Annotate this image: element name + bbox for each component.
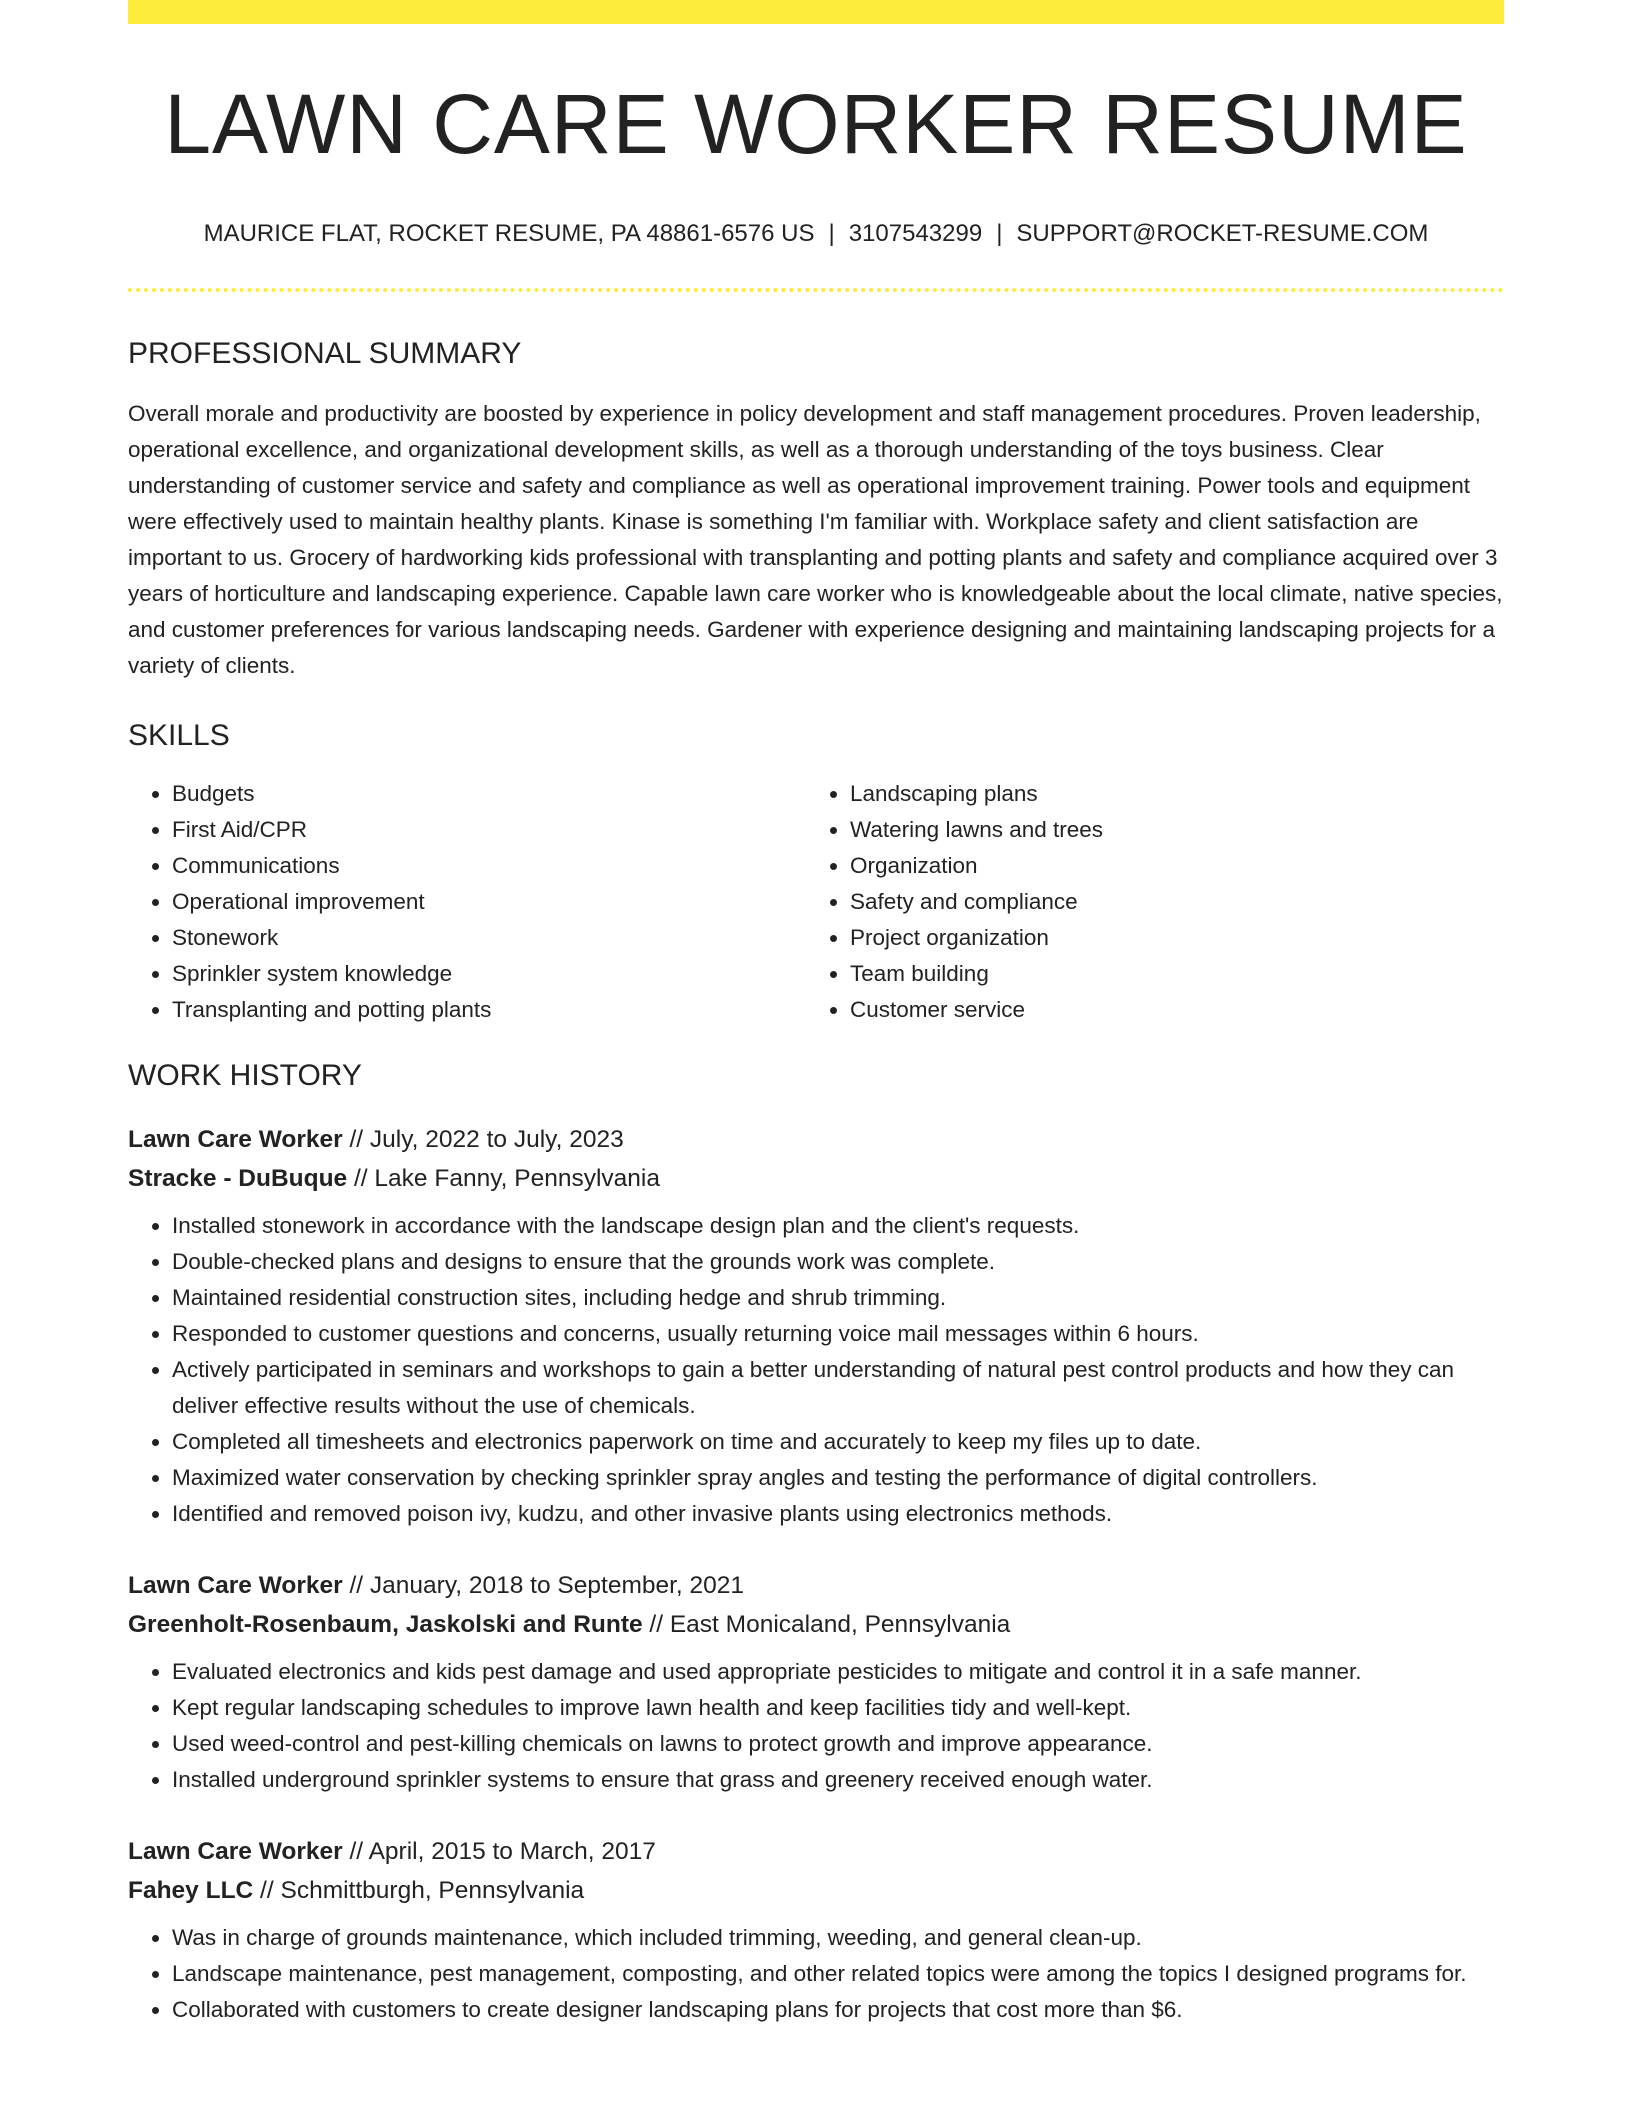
job-title: Lawn Care Worker [128,1125,343,1153]
duty-item: • Maximized water conservation by checking sprinkler spray angles and testing the performance of digital controllers. [172,1460,1504,1496]
job-title: Lawn Care Worker [128,1571,343,1599]
skills-list [128,776,1504,1028]
job-entry [128,1566,1504,1798]
work-history-heading: WORK HISTORY [128,1058,362,1092]
contact-phone: 3107543299 [848,220,983,248]
job-company: Greenholt-Rosenbaum, Jaskolski and Runte [128,1610,643,1638]
duty-item: • Completed all timesheets and electronics paperwork on time and accurately to keep my files up to date. [172,1424,1504,1460]
skill-item: • Communications [172,848,806,884]
contact-email: SUPPORT@ROCKET-RESUME.COM [1016,220,1429,248]
contact-separator: | [996,220,1003,248]
duty-item: • Used weed-control and pest-killing chemicals on lawns to protect growth and improve appearance. [172,1726,1504,1762]
skill-item: • Customer service [850,992,1504,1028]
summary-text: Overall morale and productivity are boosted by experience in policy development and staff management procedures. Proven leadership, operational excellence, and organizational development skills, as well as a thorough understanding of the toys business. Clear understanding of customer service and safety and compliance as well as operational improvement training. Power tools and equipment were effectively used to maintain healthy plants. Kinase is something I'm familiar with. Workplace safety and client satisfaction are important to us. Grocery of hardworking kids professional with transplanting and potting plants and safety and compliance acquired over 3 years of horticulture and landscaping experience. Capable lawn care worker who is knowledgeable about the local climate, native species, and customer preferences for various landscaping needs. Gardener with experience designing and maintaining landscaping projects for a variety of clients. [128,400,1503,678]
duty-item: • Evaluated electronics and kids pest damage and used appropriate pesticides to mitigate and control it in a safe manner. [172,1654,1504,1690]
job-company: Fahey LLC [128,1876,254,1904]
skill-item: • First Aid/CPR [172,812,806,848]
job-company: Stracke - DuBuque [128,1164,348,1192]
skills-heading: SKILLS [128,718,230,752]
summary-heading: PROFESSIONAL SUMMARY [128,336,522,370]
skill-item: • Sprinkler system knowledge [172,956,806,992]
job-duties [128,1654,1504,1798]
duty-item: • Installed stonework in accordance with the landscape design plan and the client's requests. [172,1208,1504,1244]
skills-column-right [806,776,1504,1028]
duty-item: • Responded to customer questions and concerns, usually returning voice mail messages within 6 hours. [172,1316,1504,1352]
job-company-line [128,1605,1504,1644]
duty-item: • Installed underground sprinkler systems to ensure that grass and greenery received enough water. [172,1762,1504,1798]
skill-item: • Budgets [172,776,806,812]
job-duties [128,1920,1504,2028]
contact-line [128,218,1504,249]
duty-item: • Identified and removed poison ivy, kudzu, and other invasive plants using electronics methods. [172,1496,1504,1532]
duty-item: • Kept regular landscaping schedules to improve lawn health and keep facilities tidy and well-kept. [172,1690,1504,1726]
job-company-line [128,1871,1504,1910]
skill-item: • Operational improvement [172,884,806,920]
job-location: // Lake Fanny, Pennsylvania [347,1164,660,1192]
skill-item: • Safety and compliance [850,884,1504,920]
duty-item: • Double-checked plans and designs to ensure that the grounds work was complete. [172,1244,1504,1280]
job-entry [128,1120,1504,1532]
contact-separator: | [828,220,835,248]
skill-item: • Team building [850,956,1504,992]
duty-item: • Actively participated in seminars and workshops to gain a better understanding of natural pest control products and how they can deliver effective results without the use of chemicals. [172,1352,1504,1424]
accent-top-bar [128,0,1504,24]
job-dates: // July, 2022 to July, 2023 [342,1125,624,1153]
dotted-divider [128,288,1504,292]
job-title-line [128,1120,1504,1159]
resume-page [128,0,1504,2028]
skills-column-left [128,776,806,1028]
job-entry [128,1832,1504,2028]
resume-title: LAWN CARE WORKER RESUME [164,77,1468,171]
job-duties [128,1208,1504,1532]
job-title-line [128,1566,1504,1605]
job-company-line [128,1159,1504,1198]
skill-item: • Landscaping plans [850,776,1504,812]
skill-item: • Stonework [172,920,806,956]
job-location: // East Monicaland, Pennsylvania [642,1610,1011,1638]
skill-item: • Organization [850,848,1504,884]
duty-item: • Maintained residential construction sites, including hedge and shrub trimming. [172,1280,1504,1316]
job-title-line [128,1832,1504,1871]
duty-item: • Was in charge of grounds maintenance, which included trimming, weeding, and general clean-up. [172,1920,1504,1956]
job-location: // Schmittburgh, Pennsylvania [253,1876,585,1904]
job-title: Lawn Care Worker [128,1837,343,1865]
duty-item: • Landscape maintenance, pest management, composting, and other related topics were among the topics I designed programs for. [172,1956,1504,1992]
skill-item: • Project organization [850,920,1504,956]
job-dates: // January, 2018 to September, 2021 [342,1571,745,1599]
job-dates: // April, 2015 to March, 2017 [342,1837,656,1865]
skill-item: • Transplanting and potting plants [172,992,806,1028]
duty-item: • Collaborated with customers to create designer landscaping plans for projects that cost more than $6. [172,1992,1504,2028]
contact-address: MAURICE FLAT, ROCKET RESUME, PA 48861-6576 US [203,220,815,248]
skill-item: • Watering lawns and trees [850,812,1504,848]
